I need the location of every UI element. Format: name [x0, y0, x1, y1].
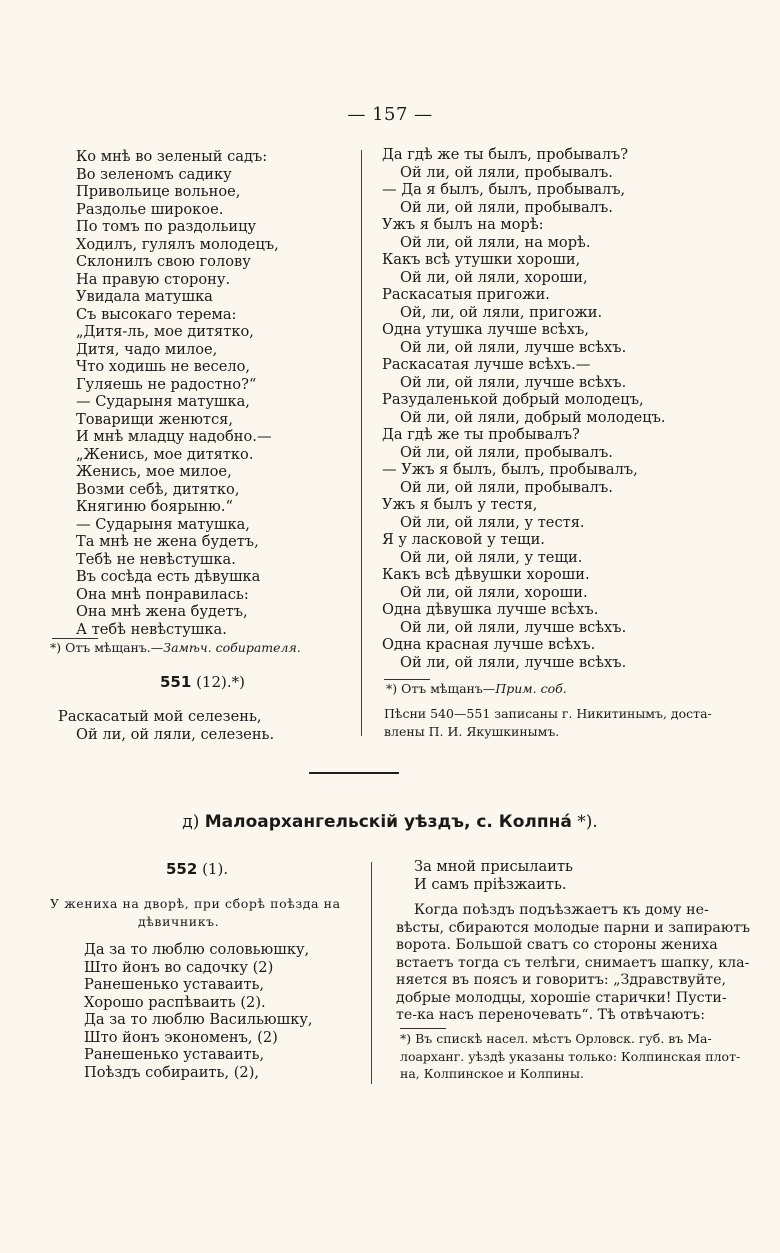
verse-line: По томъ по раздольицу	[76, 218, 257, 235]
verse-line: встаетъ тогда съ телѣги, снимаетъ шапку, кла-	[396, 954, 750, 971]
verse-line: И мнѣ младцу надобно.—	[76, 428, 272, 445]
verse-line: Съ высокаго терема:	[76, 305, 237, 323]
footnote-line: *) Въ спискѣ насел. мѣстъ Орловск. губ. въ Ма-	[400, 1031, 712, 1046]
verse-line: Ой, ли, ой ляли, пригожи.	[400, 303, 603, 321]
verse-line: Ой ли, ой ляли, у тестя.	[400, 513, 585, 531]
verse-line: Одна дѣвушка лучше всѣхъ.	[382, 601, 599, 618]
verse-line: Ой ли, ой ляли, лучше всѣхъ.	[400, 618, 627, 636]
verse-line: Раскасатая лучше всѣхъ.—	[382, 356, 591, 373]
left-footnote-italic: Замѣч. собирателя.	[163, 640, 301, 655]
verse-line: Женись, мое милое,	[76, 463, 232, 480]
verse-line: Ой ли, ой ляли, пробывалъ.	[400, 478, 613, 496]
left-column-verses	[76, 148, 336, 638]
song-552-lines	[84, 941, 344, 1081]
section-title: Малоархангельскій уѣздъ, с. Колпна́	[204, 812, 572, 832]
verse-line: Ой ли, ой ляли, пробывалъ.	[400, 443, 613, 461]
subtitle-line: дѣвичникъ.	[138, 913, 220, 929]
page-number: — 157 —	[347, 104, 433, 125]
verse-line: Какъ всѣ утушки хороши,	[382, 251, 581, 268]
prose-paragraph	[396, 902, 751, 1025]
verse-line: — Да я былъ, былъ, пробывалъ,	[382, 181, 626, 198]
verse-line: Какъ всѣ дѣвушки хороши.	[382, 566, 590, 583]
verse-line: Она мнѣ жена будетъ,	[76, 603, 248, 620]
column-divider	[361, 150, 362, 736]
left-footnote-prefix: *) Отъ мѣщанъ.—	[50, 640, 164, 655]
verse-line: Тебѣ не невѣстушка.	[76, 550, 236, 568]
verse-line: Одна утушка лучше всѣхъ,	[382, 321, 589, 338]
verse-line: Возми себѣ, дитятко,	[76, 480, 240, 498]
verse-line: Ужъ я былъ у тестя,	[382, 496, 538, 513]
verse-line: Та мнѣ не жена будетъ,	[76, 533, 259, 550]
verse-line: Увидала матушка	[76, 288, 213, 305]
verse-line: Ой ли, ой ляли, на морѣ.	[400, 233, 591, 251]
verse-line: те-ка насъ переночевать“. Тѣ отвѣчаютъ:	[396, 1007, 705, 1023]
footnote-rule	[384, 679, 430, 680]
verse-line: Ранешенько уставаить,	[84, 1046, 265, 1063]
right-note-line: влены П. И. Якушкинымъ.	[384, 723, 560, 739]
verse-line: Да гдѣ же ты пробывалъ?	[382, 426, 580, 443]
verse-line: А тебѣ невѣстушка.	[76, 620, 227, 638]
verse-line: На правую сторону.	[76, 270, 231, 288]
verse-line: Ой ли, ой ляли, у тещи.	[400, 548, 583, 566]
verse-line: Ужъ я былъ на морѣ:	[382, 216, 544, 233]
footnote-line: на, Колпинское и Колпины.	[400, 1066, 584, 1081]
verse-line: Товарищи женются,	[76, 410, 234, 428]
song-552-heading	[166, 860, 228, 878]
section-heading	[0, 812, 780, 832]
section-letter: д)	[182, 812, 200, 832]
song-552-number: 552	[166, 860, 198, 878]
song-551-number: 551	[160, 673, 192, 691]
footnote-rule	[400, 1028, 446, 1029]
verse-line: Ой ли, ой ляли, лучше всѣхъ.	[400, 653, 627, 671]
song-551-suffix: (12).*)	[191, 673, 245, 691]
song-551-heading	[160, 673, 245, 691]
verse-line: Ой ли, ой ляли, хороши,	[400, 268, 588, 286]
column-divider-bottom	[371, 862, 372, 1084]
verse-line: „Женись, мое дитятко.	[76, 445, 254, 463]
verse-line: Ой ли, ой ляли, лучше всѣхъ.	[400, 373, 627, 391]
verse-line: Я у ласковой у тещи.	[382, 531, 545, 548]
verse-line: Да за то люблю Васильюшку,	[84, 1011, 313, 1028]
verse-line: Дитя, чадо милое,	[76, 340, 218, 358]
verse-line: Когда поѣздъ подъѣзжаетъ къ дому не-	[414, 902, 709, 918]
verse-line: Ой ли, ой ляли, добрый молодецъ.	[400, 408, 666, 426]
verse-line: Раскасатыя пригожи.	[382, 286, 550, 303]
verse-line: Склонилъ свою голову	[76, 253, 251, 270]
verse-line: Гуляешь не радостно?“	[76, 375, 257, 393]
song-552-right-lines	[414, 858, 714, 893]
song-551-lines	[58, 708, 318, 743]
right-note-line: Пѣсни 540—551 записаны г. Никитинымъ, доста-	[384, 706, 712, 721]
verse-line: Что ходишь не весело,	[76, 358, 251, 375]
verse-line: Хорошо распѣваить (2).	[84, 993, 266, 1011]
verse-line: Ой ли, ой ляли, пробывалъ.	[400, 163, 613, 181]
section-mark: *).	[577, 812, 598, 832]
footnote-line: лоарханг. уѣздѣ указаны только: Колпинская плот-	[400, 1048, 741, 1064]
verse-line: Што йонъ экономенъ, (2)	[84, 1028, 278, 1046]
verse-line: Княгиню боярыню.“	[76, 498, 233, 515]
verse-line: Ой ли, ой ляли, селезень.	[76, 725, 275, 743]
verse-line: За мной присылаить	[414, 858, 573, 875]
verse-line: Ой ли, ой ляли, хороши.	[400, 583, 588, 601]
verse-line: Што йонъ во садочку (2)	[84, 958, 274, 976]
bottom-footnote	[400, 1030, 741, 1083]
verse-line: — Ужъ я былъ, былъ, пробывалъ,	[382, 461, 638, 478]
verse-line: Раскасатый мой селезень,	[58, 708, 262, 725]
verse-line: Она мнѣ понравилась:	[76, 585, 249, 603]
verse-line: Ко мнѣ во зеленый садъ:	[76, 148, 268, 165]
right-footnote-italic: Прим. соб.	[495, 681, 567, 696]
section-separator	[309, 772, 399, 774]
verse-line: Ой ли, ой ляли, лучше всѣхъ.	[400, 338, 627, 356]
right-footnote-prefix: *) Отъ мѣщанъ—	[386, 681, 496, 696]
verse-line: добрые молодцы, хорошіе старички! Пусти-	[396, 989, 727, 1006]
verse-line: Поѣздъ собираить, (2),	[84, 1063, 260, 1081]
verse-line: — Сударыня матушка,	[76, 515, 250, 533]
verse-line: ворота. Большой сватъ со стороны жениха	[396, 937, 718, 953]
verse-line: Одна красная лучше всѣхъ.	[382, 636, 596, 653]
verse-line: И самъ пріѣзжаить.	[414, 875, 567, 893]
verse-line: Въ сосѣда есть дѣвушка	[76, 568, 261, 585]
verse-line: — Сударыня матушка,	[76, 393, 250, 410]
left-footnote	[50, 640, 301, 655]
right-column-verses	[382, 146, 682, 671]
verse-line: „Дитя-ль, мое дитятко,	[76, 323, 254, 340]
verse-line: Раздолье широкое.	[76, 200, 224, 218]
right-footnote	[386, 681, 567, 696]
verse-line: Привольице вольное,	[76, 183, 241, 200]
verse-line: вѣсты, сбираются молодые парни и запираютъ	[396, 919, 751, 936]
song-552-suffix: (1).	[197, 860, 229, 878]
verse-line: Разудаленькой добрый молодецъ,	[382, 391, 644, 408]
verse-line: Да за то люблю соловьюшку,	[84, 941, 310, 958]
verse-line: Ранешенько уставаить,	[84, 976, 265, 993]
verse-line: Ходилъ, гулялъ молодецъ,	[76, 235, 279, 253]
footnote-rule	[52, 638, 98, 639]
verse-line: няется въ поясъ и говоритъ: „Здравствуйте,	[396, 972, 726, 988]
subtitle-line: У жениха на дворѣ, при сборѣ поѣзда на	[50, 896, 341, 911]
verse-line: Во зеленомъ садику	[76, 165, 232, 183]
right-note	[384, 705, 724, 740]
song-552-subtitle	[50, 895, 360, 930]
verse-line: Да гдѣ же ты былъ, пробывалъ?	[382, 146, 629, 163]
verse-line: Ой ли, ой ляли, пробывалъ.	[400, 198, 613, 216]
